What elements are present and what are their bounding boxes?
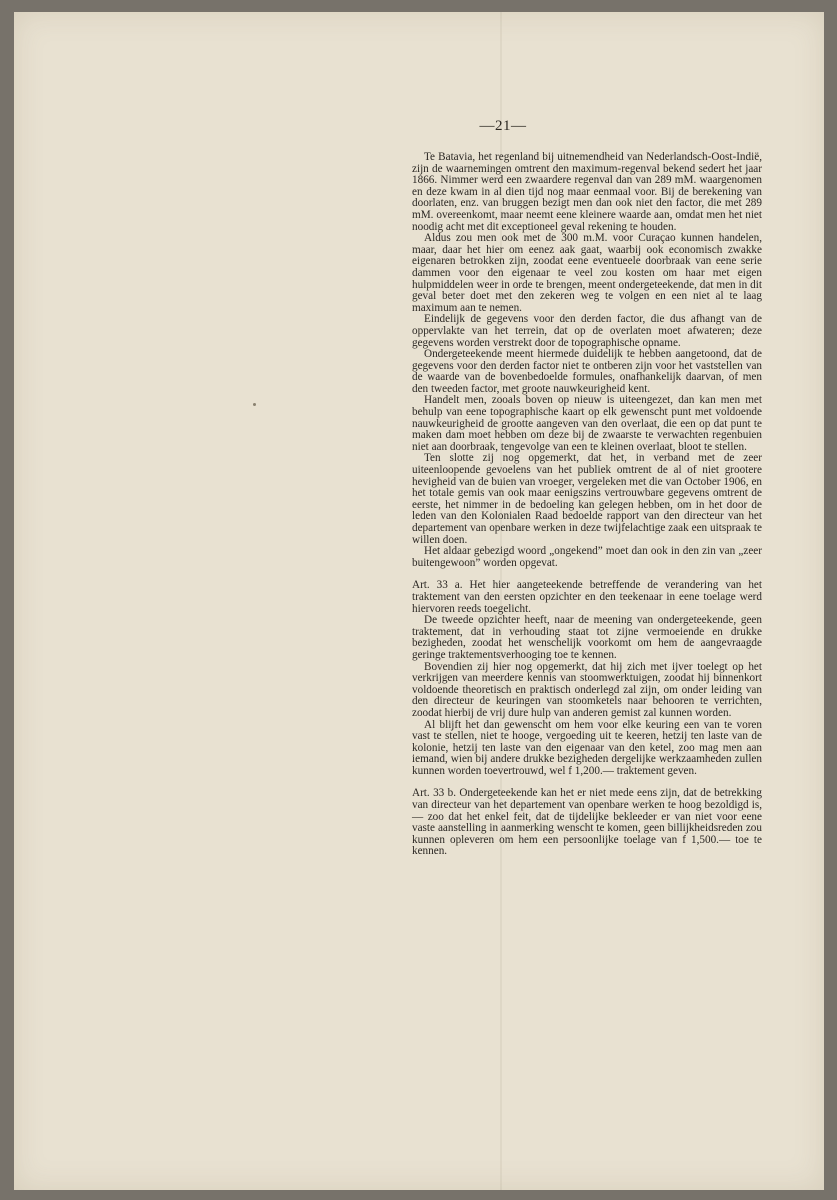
paper-speck [253, 403, 256, 406]
paragraph: Al blijft het dan gewenscht om hem voor elke keuring een van te voren vast te stellen, niet te hooge, vergoeding uit te keeren, hetzij ten laste van de kolonie, hetzij ten laste van den eigenaar van den ketel, zoo mag men aan iemand, wien bij andere drukke bezigheden dergelijke werkzaamheden zullen kunnen worden toevertrouwd, wel f 1,200.— traktement geven. [412, 718, 762, 777]
paragraph: Eindelijk de gegevens voor den derden factor, die dus afhangt van de oppervlakte van het terrein, dat op de overlaten moet afwateren; deze gegevens worden verstrekt door de topographische opname. [412, 313, 762, 349]
paragraph: Ten slotte zij nog opgemerkt, dat het, in verband met de zeer uiteenloopende gevoelens van het publiek omtrent de al of niet grootere hevigheid van de buien van vroeger, vergeleken met die van October 1906, en het totale gemis van ook maar eenigszins vertrouwbare gegevens omtrent de eerste, het nimmer in de bedoeling kan gelegen hebben, om in het door de leden van den Kolonialen Raad bedoelde rapport van den directeur van het departement van openbare werken in deze twijfelachtige zaak een uitspraak te willen doen. [412, 452, 762, 546]
page-number: —21— [479, 118, 527, 134]
paragraph: Het aldaar gebezigd woord „ongekend” moet dan ook in den zin van „zeer buitengewoon” worden opgevat. [412, 545, 762, 569]
paragraph: Te Batavia, het regenland bij uitnemendheid van Nederlandsch-Oost-Indië, zijn de waarnemingen omtrent den maximum-regenval bekend sedert het jaar 1866. Nimmer werd een zwaardere regenval dan van 289 mM. waargenomen en deze kwam in al dien tijd nog maar eenmaal voor. Bij de berekening van doorlaten, enz. van bruggen bezigt men dan ook niet den factor, die met 289 mM. overeenkomt, maar neemt eene kleinere waarde aan, omdat men het niet noodig acht met dit exceptioneel geval rekening te houden. [412, 151, 762, 233]
article-33b-heading-paragraph: Art. 33 b. Ondergeteekende kan het er niet mede eens zijn, dat de betrekking van directeur van het departement van openbare werken te hoog bezoldigd is, — zoo dat het enkel feit, dat de tijdelijke bekleeder er van niet voor eene vaste aanstelling in aanmerking wenscht te komen, geen billijkheidsreden zou kunnen opleveren om hem een persoonlijke toelage van f 1,500.— toe te kennen. [412, 787, 762, 858]
body-text [412, 152, 762, 858]
paragraph: Aldus zou men ook met de 300 m.M. voor Curaçao kunnen handelen, maar, daar het hier om eenez aak gaat, waarbij ook economisch zwakke eigenaren betrokken zijn, zoodat eene eventueele doorbraak van eene serie dammen voor den eigenaar te veel zou kosten om haar met eigen hulpmiddelen weer in orde te brengen, meent ondergeteekende, dat men in dit geval beter doet met den zekeren weg te volgen en een niet al te laag maximum aan te nemen. [412, 232, 762, 314]
paragraph: Handelt men, zooals boven op nieuw is uiteengezet, dan kan men met behulp van eene topographische kaart op elk gewenscht punt met voldoende nauwkeurigheid de grootte aangeven van den overlaat, die een op dat punt te maken dam moet hebben om deze bij de zwaarste te verwachten regenbuien niet aan doorbraak, tengevolge van een te kleinen overlaat, bloot te stellen. [412, 394, 762, 453]
paragraph: Bovendien zij hier nog opgemerkt, dat hij zich met ijver toelegt op het verkrijgen van meerdere kennis van stoomwerktuigen, zoodat hij binnenkort voldoende theoretisch en praktisch onderlegd zal zijn, om onder leiding van den directeur de keuringen van stoomketels naar behooren te verrichten, zoodat hierbij de vrij dure hulp van anderen gemist zal kunnen worden. [412, 660, 762, 719]
paragraph: De tweede opzichter heeft, naar de meening van ondergeteekende, geen traktement, dat in verhouding staat tot zijne vermoeiende en drukke bezigheden, zoodat het wenschelijk voorkomt om hem de aangevraagde geringe traktementsverhooging toe te kennen. [412, 614, 762, 661]
article-33a-heading-paragraph: Art. 33 a. Het hier aangeteekende betreffende de verandering van het traktement van den eersten opzichter en den teekenaar in eene toelage werd hiervoren reeds toegelicht. [412, 579, 762, 615]
paragraph: Ondergeteekende meent hiermede duidelijk te hebben aangetoond, dat de gegevens voor den derden factor niet te ontberen zijn voor het vaststellen van de waarde van de bovenbedoelde formules, onafhankelijk daarvan, of men den tweeden factor, met groote nauwkeurigheid kent. [412, 348, 762, 395]
